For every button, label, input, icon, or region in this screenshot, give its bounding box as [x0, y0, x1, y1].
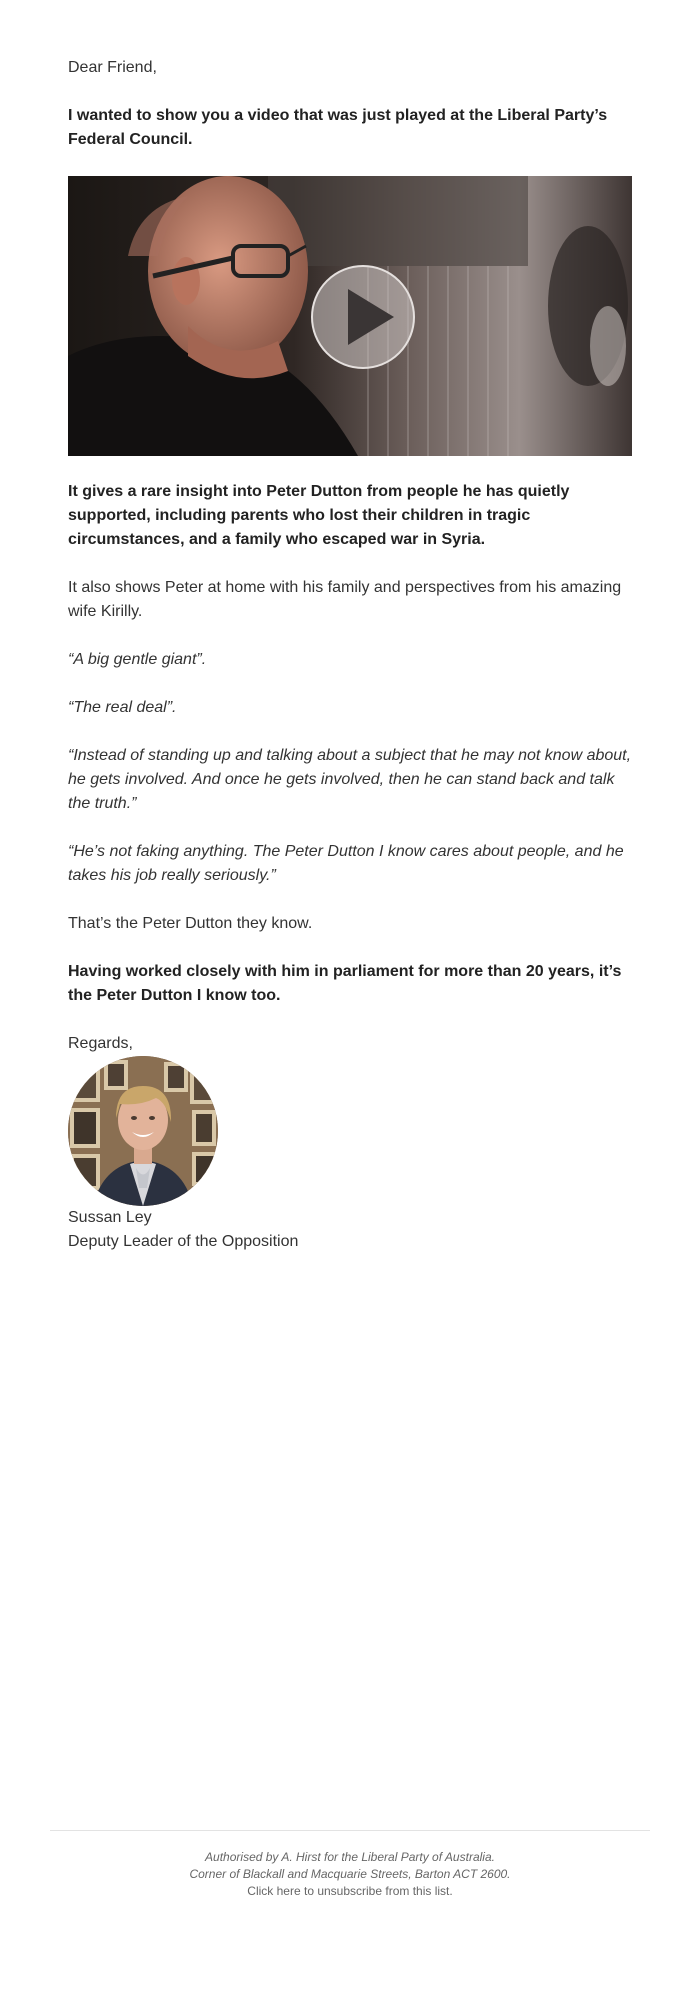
they-know-paragraph: That’s the Peter Dutton they know.: [68, 915, 313, 932]
intro-paragraph: I wanted to show you a video that was just played at the Liberal Party’s Federal Council.: [68, 107, 608, 148]
quote-2: “The real deal”.: [68, 699, 177, 716]
play-icon[interactable]: [310, 264, 416, 370]
quote-1: “A big gentle giant”.: [68, 651, 207, 668]
greeting: Dear Friend,: [68, 59, 157, 76]
footer-divider: [50, 1830, 650, 1831]
signature-title: Deputy Leader of the Opposition: [68, 1233, 299, 1250]
signature-avatar: [68, 1056, 218, 1206]
signature-name: Sussan Ley: [68, 1209, 152, 1226]
closing-paragraph: Having worked closely with him in parliament for more than 20 years, it’s the Peter Dutton I know too.: [68, 963, 622, 1004]
insight-paragraph: It gives a rare insight into Peter Dutton from people he has quietly supported, including parents who lost their children in tragic circumstances, and a family who escaped war in Syria.: [68, 483, 570, 548]
quote-4: “He’s not faking anything. The Peter Dutton I know cares about people, and he takes his job really seriously.”: [68, 843, 624, 884]
home-paragraph: It also shows Peter at home with his family and perspectives from his amazing wife Kirilly.: [68, 579, 622, 620]
video-thumbnail-link[interactable]: [68, 176, 632, 456]
footer: [0, 1849, 700, 1900]
footer-address: Corner of Blackall and Macquarie Streets, Barton ACT 2600.: [189, 1867, 511, 1881]
regards: Regards,: [68, 1035, 133, 1052]
footer-authorisation: Authorised by A. Hirst for the Liberal Party of Australia.: [205, 1850, 495, 1864]
quote-3: “Instead of standing up and talking about a subject that he may not know about, he gets involved. And once he gets involved, then he can stand back and talk the truth.”: [68, 747, 632, 812]
unsubscribe-link[interactable]: Click here to unsubscribe from this list.: [247, 1884, 453, 1898]
